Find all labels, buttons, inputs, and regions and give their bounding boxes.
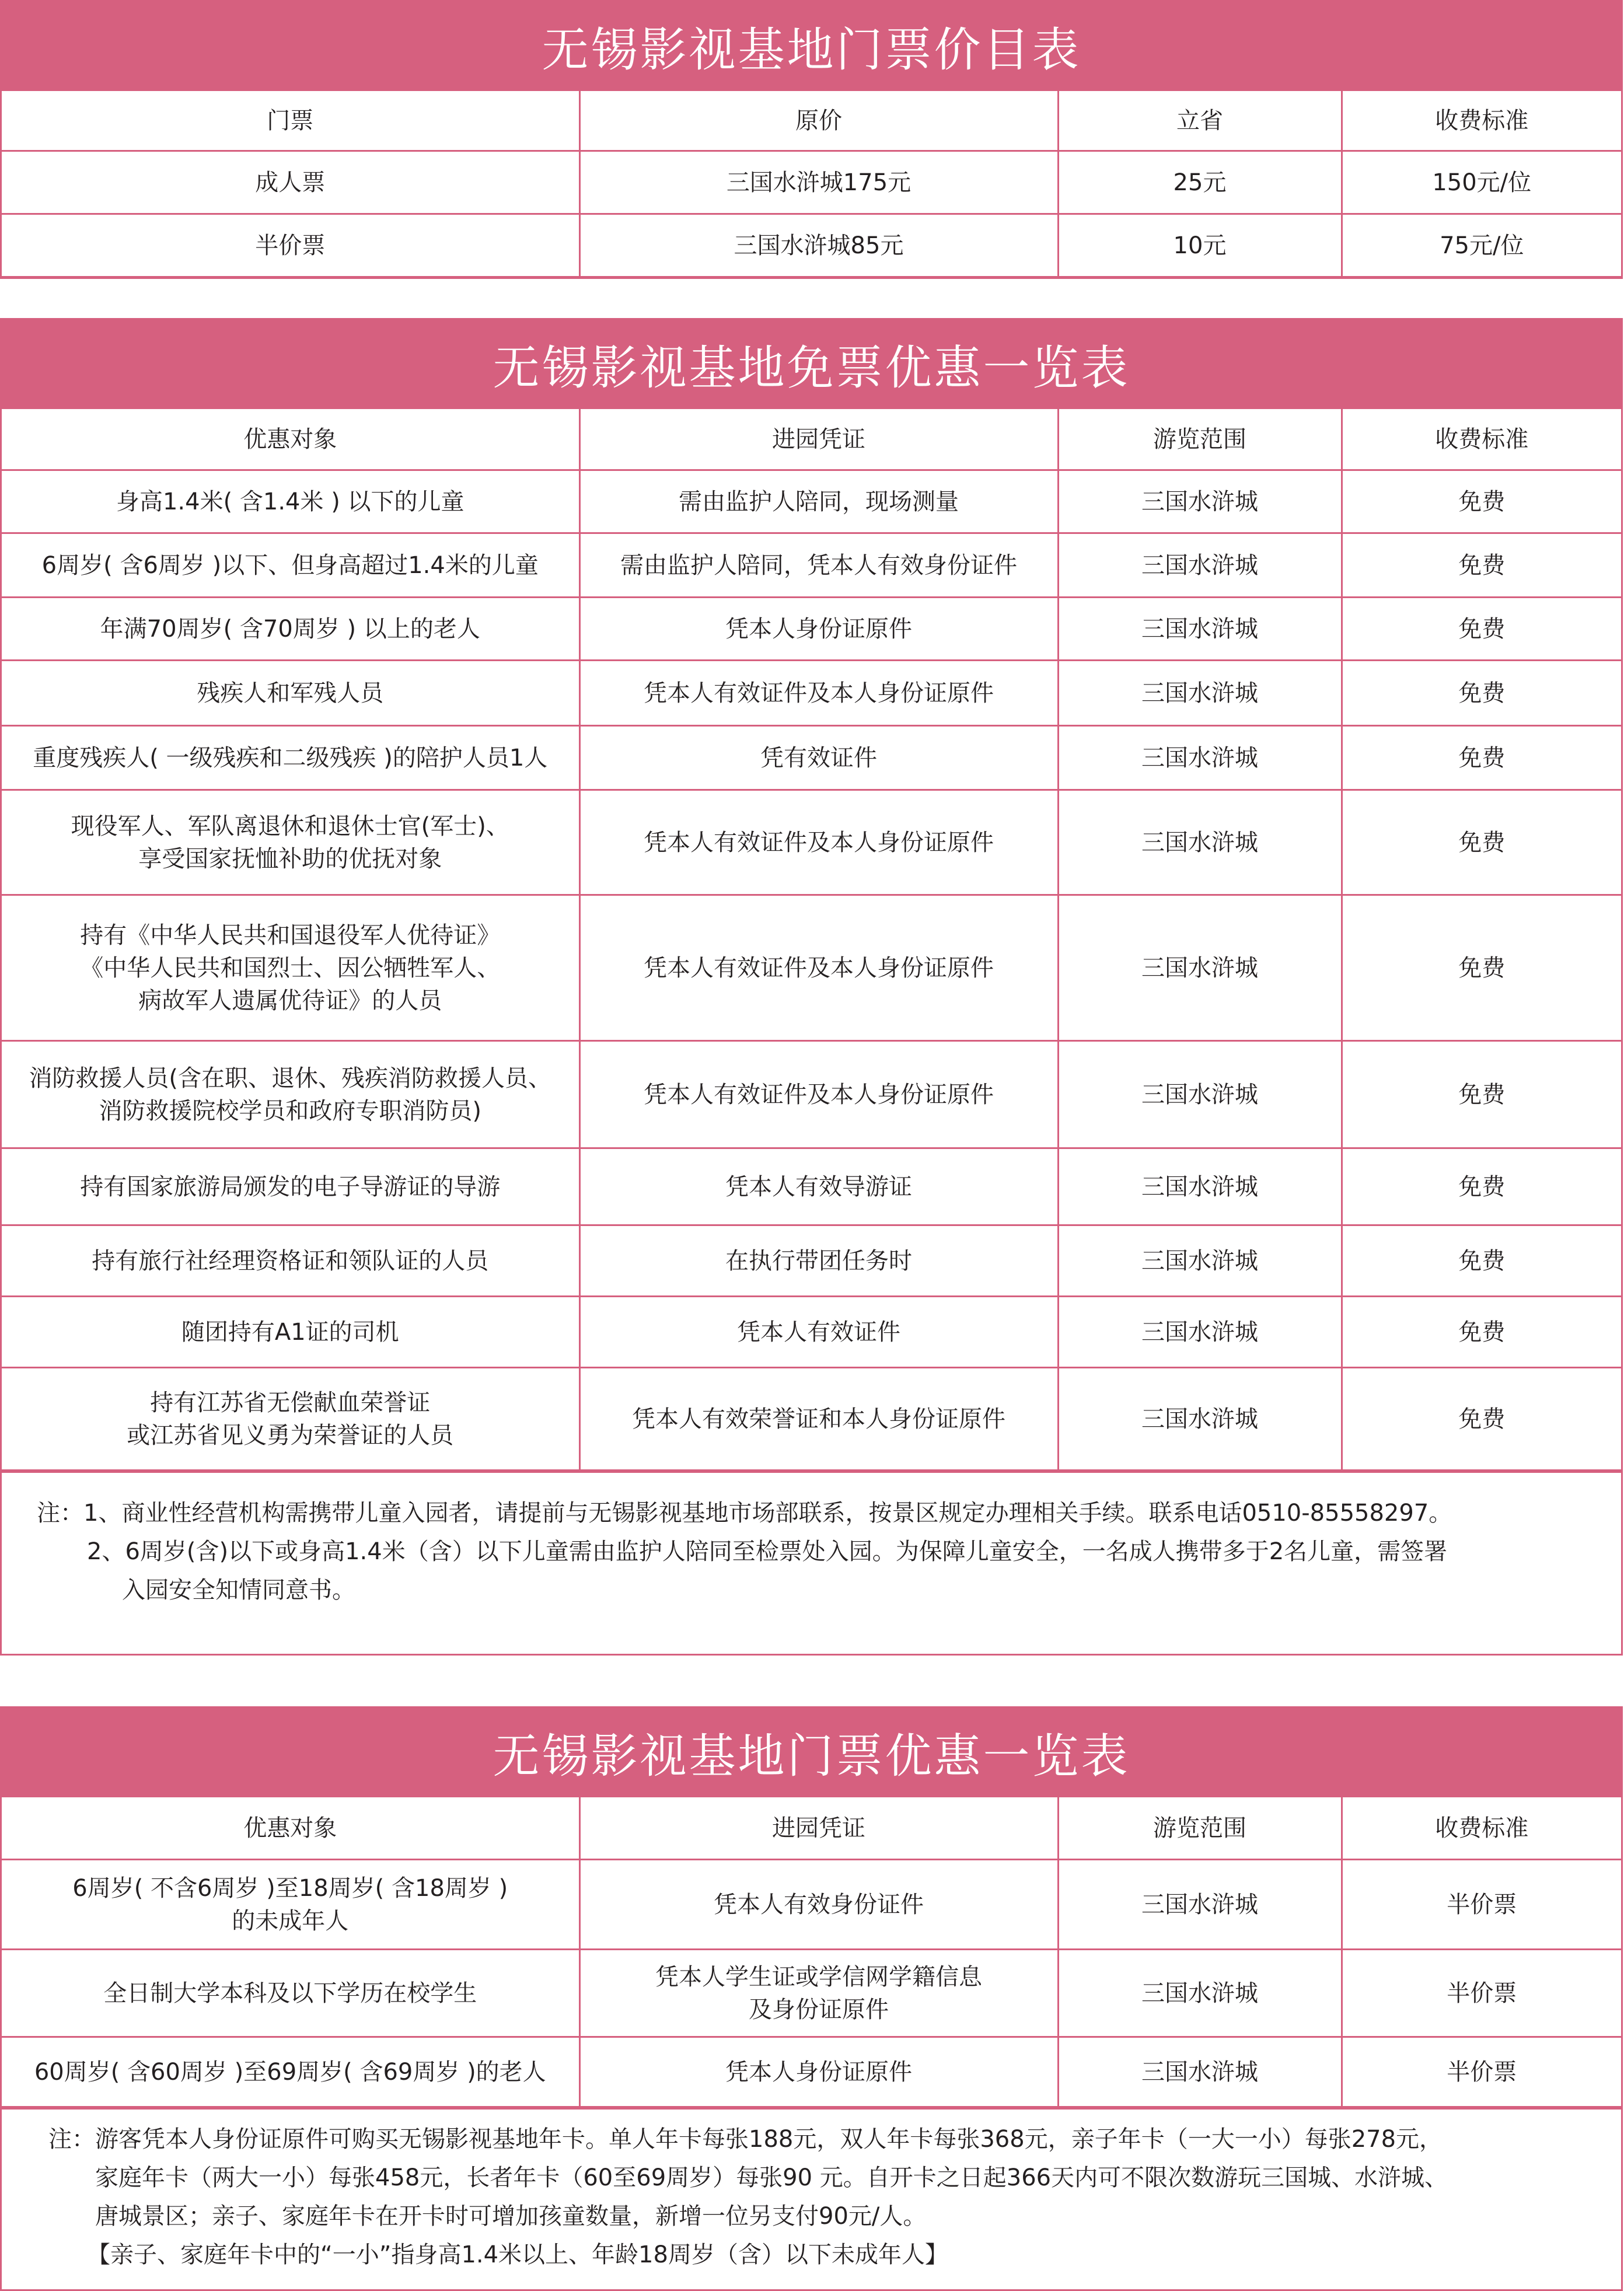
entry-proof-cell: 凭本人有效证件及本人身份证原件 bbox=[579, 661, 1058, 726]
entry-proof-cell: 在执行带团任务时 bbox=[579, 1225, 1058, 1297]
original-price-cell: 三国水浒城175元 bbox=[579, 151, 1058, 214]
note-line: 2、6周岁(含)以下或身高1.4米（含）以下儿童需由监护人陪同至检票处入园。为保障儿童安全，一名成人携带多于2名儿童，需签署 bbox=[87, 1538, 1448, 1565]
scope-cell: 三国水浒城 bbox=[1058, 1860, 1342, 1950]
annual-card-notes bbox=[2, 2108, 1621, 2289]
scope-cell: 三国水浒城 bbox=[1058, 790, 1342, 895]
column-header: 原价 bbox=[579, 90, 1058, 151]
table-row bbox=[2, 1950, 1621, 2037]
column-header: 收费标准 bbox=[1342, 90, 1621, 151]
entry-proof-cell: 凭本人学生证或学信网学籍信息 及身份证原件 bbox=[579, 1950, 1058, 2037]
table-row bbox=[2, 1225, 1621, 1297]
entry-proof-cell: 凭本人身份证原件 bbox=[579, 2037, 1058, 2107]
scope-cell: 三国水浒城 bbox=[1058, 1148, 1342, 1225]
table-row bbox=[2, 1041, 1621, 1148]
scope-cell: 三国水浒城 bbox=[1058, 1225, 1342, 1297]
fee-cell: 半价票 bbox=[1342, 2037, 1621, 2107]
savings-cell: 25元 bbox=[1058, 151, 1342, 214]
original-price-cell: 三国水浒城85元 bbox=[579, 214, 1058, 277]
fee-cell: 免费 bbox=[1342, 598, 1621, 661]
table-row bbox=[2, 1860, 1621, 1950]
table-header-row bbox=[2, 90, 1621, 151]
column-header: 进园凭证 bbox=[579, 1797, 1058, 1860]
eligible-group-cell: 持有江苏省无偿献血荣誉证 或江苏省见义勇为荣誉证的人员 bbox=[2, 1368, 579, 1471]
table-header-row bbox=[2, 408, 1621, 470]
fee-cell: 免费 bbox=[1342, 726, 1621, 790]
table-row bbox=[2, 533, 1621, 598]
scope-cell: 三国水浒城 bbox=[1058, 1950, 1342, 2037]
eligible-group-cell: 全日制大学本科及以下学历在校学生 bbox=[2, 1950, 579, 2037]
table-row bbox=[2, 598, 1621, 661]
scope-cell: 三国水浒城 bbox=[1058, 1297, 1342, 1368]
entry-proof-cell: 凭本人有效身份证件 bbox=[579, 1860, 1058, 1950]
column-header: 游览范围 bbox=[1058, 408, 1342, 470]
eligible-group-cell: 消防救援人员(含在职、退休、残疾消防救援人员、 消防救援院校学员和政府专职消防员) bbox=[2, 1041, 579, 1148]
fee-cell: 免费 bbox=[1342, 1148, 1621, 1225]
eligible-group-cell: 60周岁( 含60周岁 )至69周岁( 含69周岁 )的老人 bbox=[2, 2037, 579, 2107]
table-row bbox=[2, 1368, 1621, 1471]
eligible-group-cell: 持有旅行社经理资格证和领队证的人员 bbox=[2, 1225, 579, 1297]
note-line: 唐城景区；亲子、家庭年卡在开卡时可增加孩童数量，新增一位另支付90元/人。 bbox=[95, 2203, 927, 2230]
fee-cell: 免费 bbox=[1342, 790, 1621, 895]
scope-cell: 三国水浒城 bbox=[1058, 1041, 1342, 1148]
scope-cell: 三国水浒城 bbox=[1058, 1368, 1342, 1471]
fee-cell: 免费 bbox=[1342, 470, 1621, 533]
scope-cell: 三国水浒城 bbox=[1058, 661, 1342, 726]
eligible-group-cell: 年满70周岁( 含70周岁 ) 以上的老人 bbox=[2, 598, 579, 661]
discount-ticket-table bbox=[2, 1796, 1621, 2108]
table-row bbox=[2, 151, 1621, 214]
fee-cell: 免费 bbox=[1342, 661, 1621, 726]
note-line: 注：1、商业性经营机构需携带儿童入园者，请提前与无锡影视基地市场部联系，按景区规定办理相关手续。联系电话0510-85558297。 bbox=[37, 1500, 1452, 1527]
column-header: 优惠对象 bbox=[2, 1797, 579, 1860]
price-table-title: 无锡影视基地门票价目表 bbox=[2, 2, 1621, 89]
entry-proof-cell: 需由监护人陪同，现场测量 bbox=[579, 470, 1058, 533]
discount-ticket-title: 无锡影视基地门票优惠一览表 bbox=[2, 1708, 1621, 1796]
free-ticket-title: 无锡影视基地免票优惠一览表 bbox=[2, 320, 1621, 407]
fee-cell: 免费 bbox=[1342, 1297, 1621, 1368]
table-row bbox=[2, 214, 1621, 277]
fee-cell: 免费 bbox=[1342, 1041, 1621, 1148]
entry-proof-cell: 凭本人有效证件及本人身份证原件 bbox=[579, 895, 1058, 1041]
entry-proof-cell: 凭本人有效导游证 bbox=[579, 1148, 1058, 1225]
discount-ticket-section bbox=[0, 1706, 1623, 2291]
entry-proof-cell: 凭本人身份证原件 bbox=[579, 598, 1058, 661]
table-row bbox=[2, 470, 1621, 533]
table-row bbox=[2, 1297, 1621, 1368]
table-row bbox=[2, 1148, 1621, 1225]
entry-proof-cell: 凭本人有效证件 bbox=[579, 1297, 1058, 1368]
eligible-group-cell: 残疾人和军残人员 bbox=[2, 661, 579, 726]
note-line: 家庭年卡（两大一小）每张458元，长者年卡（60至69周岁）每张90 元。自开卡之日起366天内可不限次数游玩三国城、水浒城、 bbox=[95, 2164, 1448, 2191]
scope-cell: 三国水浒城 bbox=[1058, 533, 1342, 598]
free-ticket-notes bbox=[2, 1471, 1621, 1646]
ticket-type-cell: 成人票 bbox=[2, 151, 579, 214]
scope-cell: 三国水浒城 bbox=[1058, 470, 1342, 533]
column-header: 收费标准 bbox=[1342, 408, 1621, 470]
eligible-group-cell: 6周岁( 不含6周岁 )至18周岁( 含18周岁 ) 的未成年人 bbox=[2, 1860, 579, 1950]
column-header: 收费标准 bbox=[1342, 1797, 1621, 1860]
note-line: 注：游客凭本人身份证原件可购买无锡影视基地年卡。单人年卡每张188元，双人年卡每张368元，亲子年卡（一大一小）每张278元， bbox=[48, 2126, 1443, 2153]
column-header: 优惠对象 bbox=[2, 408, 579, 470]
entry-proof-cell: 凭本人有效证件及本人身份证原件 bbox=[579, 1041, 1058, 1148]
eligible-group-cell: 现役军人、军队离退休和退休士官(军士)、 享受国家抚恤补助的优抚对象 bbox=[2, 790, 579, 895]
table-row bbox=[2, 661, 1621, 726]
price-table-section bbox=[0, 0, 1623, 279]
fee-cell: 半价票 bbox=[1342, 1860, 1621, 1950]
ticket-type-cell: 半价票 bbox=[2, 214, 579, 277]
eligible-group-cell: 重度残疾人( 一级残疾和二级残疾 )的陪护人员1人 bbox=[2, 726, 579, 790]
note-line: 【亲子、家庭年卡中的“一小”指身高1.4米以上、年龄18周岁（含）以下未成年人】 bbox=[87, 2241, 948, 2268]
free-ticket-section bbox=[0, 318, 1623, 1656]
table-header-row bbox=[2, 1797, 1621, 1860]
eligible-group-cell: 身高1.4米( 含1.4米 ) 以下的儿童 bbox=[2, 470, 579, 533]
eligible-group-cell: 随团持有A1证的司机 bbox=[2, 1297, 579, 1368]
fee-cell: 75元/位 bbox=[1342, 214, 1621, 277]
note-line: 入园安全知情同意书。 bbox=[122, 1577, 355, 1604]
price-table bbox=[2, 89, 1621, 278]
entry-proof-cell: 需由监护人陪同，凭本人有效身份证件 bbox=[579, 533, 1058, 598]
fee-cell: 免费 bbox=[1342, 1225, 1621, 1297]
column-header: 立省 bbox=[1058, 90, 1342, 151]
eligible-group-cell: 持有国家旅游局颁发的电子导游证的导游 bbox=[2, 1148, 579, 1225]
fee-cell: 150元/位 bbox=[1342, 151, 1621, 214]
fee-cell: 半价票 bbox=[1342, 1950, 1621, 2037]
column-header: 进园凭证 bbox=[579, 408, 1058, 470]
free-ticket-table bbox=[2, 407, 1621, 1471]
entry-proof-cell: 凭本人有效荣誉证和本人身份证原件 bbox=[579, 1368, 1058, 1471]
table-row bbox=[2, 895, 1621, 1041]
scope-cell: 三国水浒城 bbox=[1058, 2037, 1342, 2107]
table-row bbox=[2, 2037, 1621, 2107]
scope-cell: 三国水浒城 bbox=[1058, 598, 1342, 661]
fee-cell: 免费 bbox=[1342, 895, 1621, 1041]
eligible-group-cell: 持有《中华人民共和国退役军人优待证》 《中华人民共和国烈士、因公牺牲军人、 病故军人遗属优待证》的人员 bbox=[2, 895, 579, 1041]
scope-cell: 三国水浒城 bbox=[1058, 895, 1342, 1041]
column-header: 门票 bbox=[2, 90, 579, 151]
eligible-group-cell: 6周岁( 含6周岁 )以下、但身高超过1.4米的儿童 bbox=[2, 533, 579, 598]
table-row bbox=[2, 790, 1621, 895]
column-header: 游览范围 bbox=[1058, 1797, 1342, 1860]
table-row bbox=[2, 726, 1621, 790]
fee-cell: 免费 bbox=[1342, 1368, 1621, 1471]
savings-cell: 10元 bbox=[1058, 214, 1342, 277]
entry-proof-cell: 凭本人有效证件及本人身份证原件 bbox=[579, 790, 1058, 895]
scope-cell: 三国水浒城 bbox=[1058, 726, 1342, 790]
fee-cell: 免费 bbox=[1342, 533, 1621, 598]
entry-proof-cell: 凭有效证件 bbox=[579, 726, 1058, 790]
